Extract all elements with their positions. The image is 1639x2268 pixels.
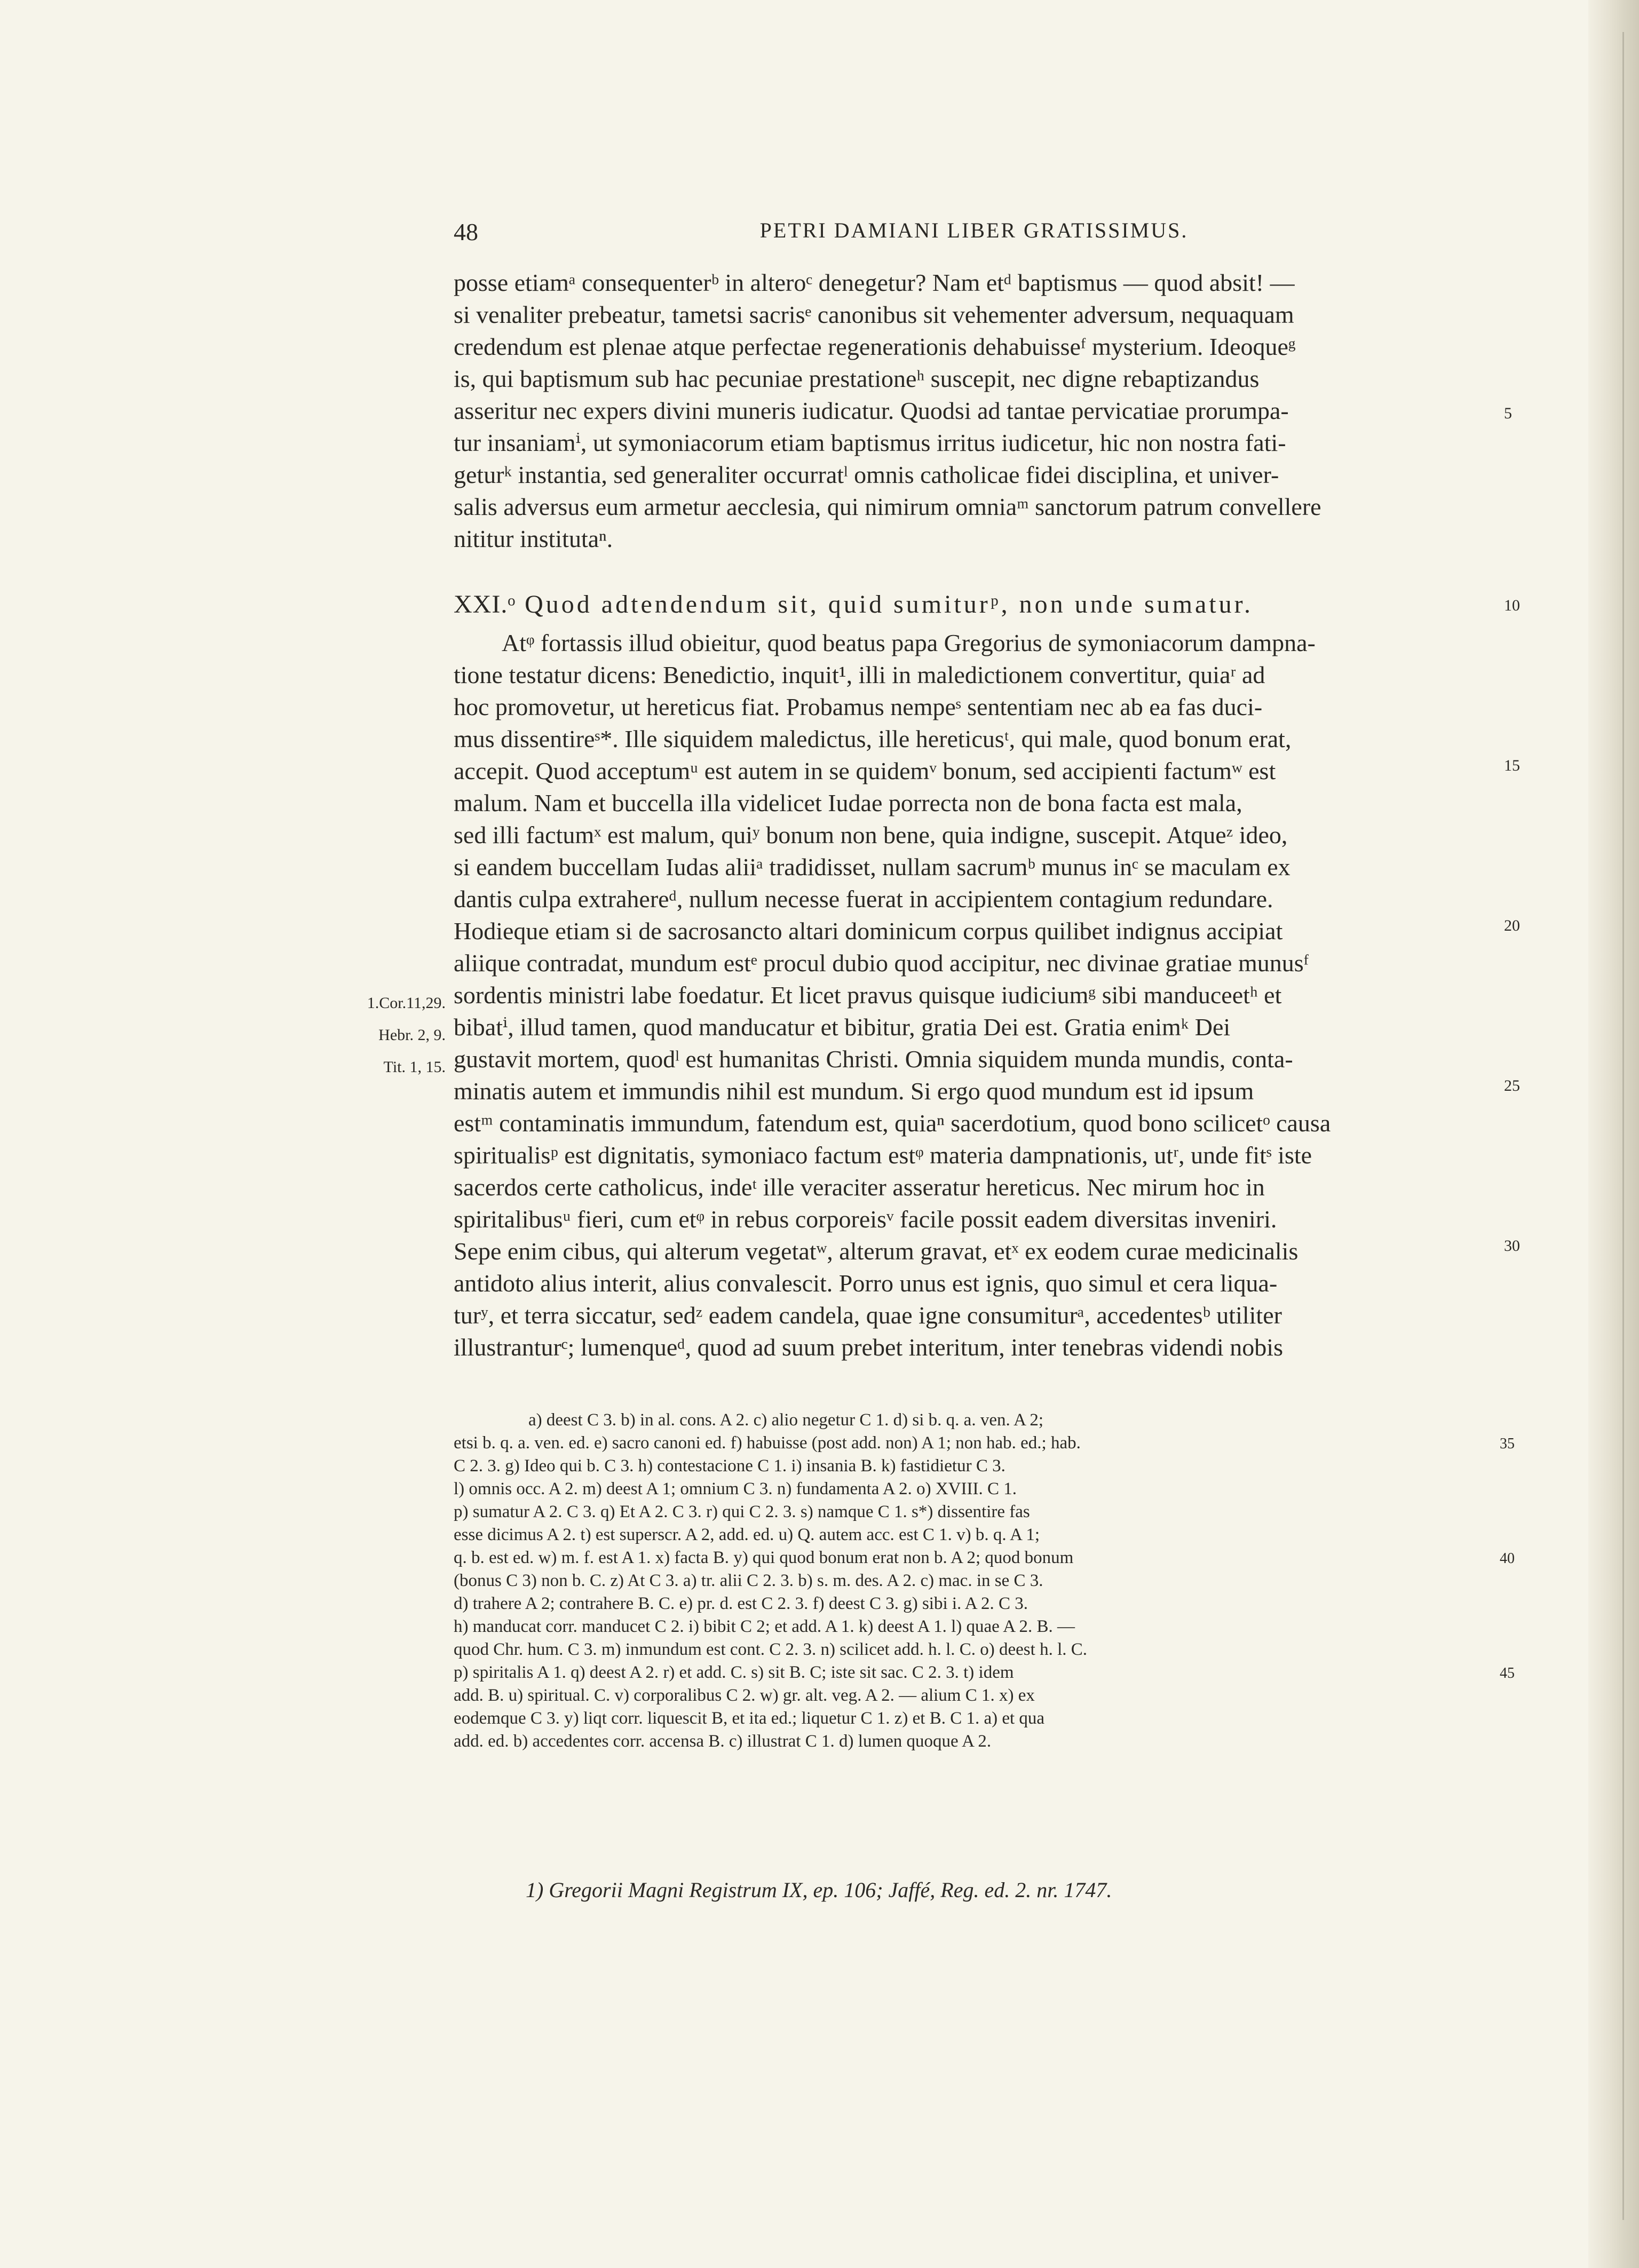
footnote-line: eodemque C 3. y) liqt corr. liquescit B, et ita ed.; liquetur C 1. z) et B. C 1. a) et qua	[454, 1709, 1045, 1728]
footnote-line-number: 45	[1500, 1665, 1515, 1682]
text-line: accepit. Quod acceptumᵘ est autem in se quidemᵛ bonum, sed accipienti factumʷ est	[454, 757, 1276, 784]
footnote-line-number: 40	[1500, 1550, 1515, 1567]
text-line: posse etiamᵃ consequenterᵇ in alteroᶜ denegetur? Nam etᵈ baptismus — quod absit! —	[454, 269, 1295, 296]
text-line: Atᵠ fortassis illud obieitur, quod beatus papa Gregorius de symoniacorum dampna-	[502, 629, 1316, 656]
text-line: sacerdos certe catholicus, indeᵗ ille veraciter asseratur hereticus. Nec mirum hoc in	[454, 1173, 1265, 1201]
text-line: tur insaniamⁱ, ut symoniacorum etiam baptismus irritus iudicetur, hic non nostra fati-	[454, 429, 1286, 456]
text-line: bibatⁱ, illud tamen, quod manducatur et bibitur, gratia Dei est. Gratia enimᵏ Dei	[454, 1013, 1231, 1041]
footnote-line: a) deest C 3. b) in al. cons. A 2. c) alio negetur C 1. d) si b. q. a. ven. A 2;	[528, 1410, 1044, 1430]
text-line: salis adversus eum armetur aecclesia, qui nimirum omniaᵐ sanctorum patrum convellere	[454, 493, 1321, 520]
text-line: malum. Nam et buccella illa videlicet Iudae porrecta non de bona facta est mala,	[454, 789, 1242, 816]
text-line: mus dissentireˢ*. Ille siquidem maledictus, ille hereticusᵗ, qui male, quod bonum erat,	[454, 725, 1292, 752]
footnote-line: esse dicimus A 2. t) est superscr. A 2, add. ed. u) Q. autem acc. est C 1. v) b. q. A 1;	[454, 1525, 1040, 1544]
footnote-line: p) sumatur A 2. C 3. q) Et A 2. C 3. r) qui C 2. 3. s) namque C 1. s*) dissentire fas	[454, 1502, 1030, 1521]
footnote-line: h) manducat corr. manducet C 2. i) bibit C 2; et add. A 1. k) deest A 1. l) quae A 2. B. —	[454, 1617, 1075, 1636]
text-line: turʸ, et terra siccatur, sedᶻ eadem candela, quae igne consumiturᵃ, accedentesᵇ utiliter	[454, 1302, 1282, 1329]
text-line: estᵐ contaminatis immundum, fatendum est, quiaⁿ sacerdotium, quod bono scilicetᵒ causa	[454, 1109, 1331, 1137]
text-line: si venaliter prebeatur, tametsi sacrisᵉ canonibus sit vehementer adversum, nequaquam	[454, 301, 1294, 328]
footnote-line: d) trahere A 2; contrahere B. C. e) pr. d. est C 2. 3. f) deest C 3. g) sibi i. A 2. C 3.	[454, 1594, 1028, 1613]
line-number: 30	[1504, 1237, 1520, 1255]
line-number: 25	[1504, 1077, 1520, 1095]
text-line: gustavit mortem, quodˡ est humanitas Christi. Omnia siquidem munda mundis, conta-	[454, 1045, 1293, 1073]
book-spine-shadow	[1588, 0, 1639, 2268]
text-line: minatis autem et immundis nihil est mundum. Si ergo quod mundum est id ipsum	[454, 1077, 1254, 1105]
footnote-line: q. b. est ed. w) m. f. est A 1. x) facta B. y) qui quod bonum erat non b. A 2; quod bonum	[454, 1548, 1074, 1567]
text-line: spiritalibusᵘ fieri, cum etᵠ in rebus corporeisᵛ facile possit eadem diversitas inveniri.	[454, 1206, 1277, 1233]
text-line: si eandem buccellam Iudas aliiᵃ tradidisset, nullam sacrumᵇ munus inᶜ se maculam ex	[454, 853, 1290, 881]
text-line: nititur institutaⁿ.	[454, 525, 613, 552]
footnote-line: C 2. 3. g) Ideo qui b. C 3. h) contestacione C 1. i) insania B. k) fastidietur C 3.	[454, 1456, 1005, 1476]
footnote-line: p) spiritalis A 1. q) deest A 2. r) et add. C. s) sit B. C; iste sit sac. C 2. 3. t) idem	[454, 1663, 1014, 1682]
margin-reference: 1.Cor.11,29.	[367, 994, 446, 1012]
text-line: asseritur nec expers divini muneris iudicatur. Quodsi ad tantae pervicatiae prorumpa-	[454, 397, 1289, 424]
text-line: hoc promovetur, ut hereticus fiat. Probamus nempeˢ sententiam nec ab ea fas duci-	[454, 693, 1263, 720]
text-line: sed illi factumˣ est malum, quiʸ bonum non bene, quia indigne, suscepit. Atqueᶻ ideo,	[454, 821, 1288, 848]
page-number: 48	[454, 218, 478, 245]
footnote-line: quod Chr. hum. C 3. m) inmundum est cont. C 2. 3. n) scilicet add. h. l. C. o) deest h. l. C.	[454, 1640, 1088, 1659]
text-line: antidoto alius interit, alius convalescit. Porro unus est ignis, quo simul et cera liqua-	[454, 1270, 1278, 1297]
running-header	[454, 218, 1494, 250]
text-line: sordentis ministri labe foedatur. Et licet pravus quisque iudiciumᵍ sibi manduceetʰ et	[454, 981, 1282, 1009]
source-endnote: 1) Gregorii Magni Registrum IX, ep. 106; Jaffé, Reg. ed. 2. nr. 1747.	[526, 1878, 1112, 1902]
text-line: dantis culpa extrahereᵈ, nullum necesse fuerat in accipientem contagium redundare.	[454, 885, 1273, 913]
footnote-line: (bonus C 3) non b. C. z) At C 3. a) tr. alii C 2. 3. b) s. m. des. A 2. c) mac. in se C 3.	[454, 1571, 1043, 1590]
line-number: 5	[1504, 405, 1512, 422]
text-line: Sepe enim cibus, qui alterum vegetatʷ, alterum gravat, etˣ ex eodem curae medicinalis	[454, 1238, 1298, 1265]
text-line: spiritualisᵖ est dignitatis, symoniaco factum estᵠ materia dampnationis, utʳ, unde fitˢ iste	[454, 1141, 1312, 1169]
footnote-line: etsi b. q. a. ven. ed. e) sacro canoni ed. f) habuisse (post add. non) A 1; non hab. ed.; hab.	[454, 1433, 1081, 1453]
text-line: aliique contradat, mundum estᵉ procul dubio quod accipitur, nec divinae gratiae munusᶠ	[454, 949, 1309, 977]
line-number: 10	[1504, 597, 1520, 614]
footnote-line: add. ed. b) accedentes corr. accensa B. c) illustrat C 1. d) lumen quoque A 2.	[454, 1732, 992, 1751]
text-line: Hodieque etiam si de sacrosancto altari dominicum corpus quilibet indignus accipiat	[454, 917, 1283, 945]
section-title: Quod adtendendum sit, quid sumiturᵖ, non unde sumatur.	[525, 590, 1253, 618]
text-line: tione testatur dicens: Benedictio, inquit¹, illi in maledictionem convertitur, quiaʳ ad	[454, 661, 1265, 688]
line-number: 20	[1504, 917, 1520, 934]
margin-reference: Tit. 1, 15.	[383, 1058, 446, 1076]
footnote-line: l) omnis occ. A 2. m) deest A 1; omnium C 3. n) fundamenta A 2. o) XVIII. C 1.	[454, 1479, 1017, 1498]
margin-reference: Hebr. 2, 9.	[378, 1026, 446, 1044]
text-line: is, qui baptismum sub hac pecuniae prestationeʰ suscepit, nec digne rebaptizandus	[454, 365, 1260, 392]
text-line: geturᵏ instantia, sed generaliter occurratˡ omnis catholicae fidei disciplina, et univer-	[454, 461, 1279, 488]
footnote-line-number: 35	[1500, 1436, 1515, 1452]
footnote-line: add. B. u) spiritual. C. v) corporalibus C 2. w) gr. alt. veg. A 2. — alium C 1. x) ex	[454, 1686, 1035, 1705]
running-title: PETRI DAMIANI LIBER GRATISSIMUS.	[759, 218, 1189, 242]
text-line: illustranturᶜ; lumenqueᵈ, quod ad suum prebet interitum, inter tenebras videndi nobis	[454, 1334, 1283, 1361]
section-heading	[454, 590, 1494, 619]
section-number: XXI.ᵒ	[454, 590, 516, 618]
spine-edge	[1622, 32, 1624, 2220]
text-line: credendum est plenae atque perfectae regenerationis dehabuisseᶠ mysterium. Ideoqueᵍ	[454, 333, 1296, 360]
line-number: 15	[1504, 757, 1520, 774]
